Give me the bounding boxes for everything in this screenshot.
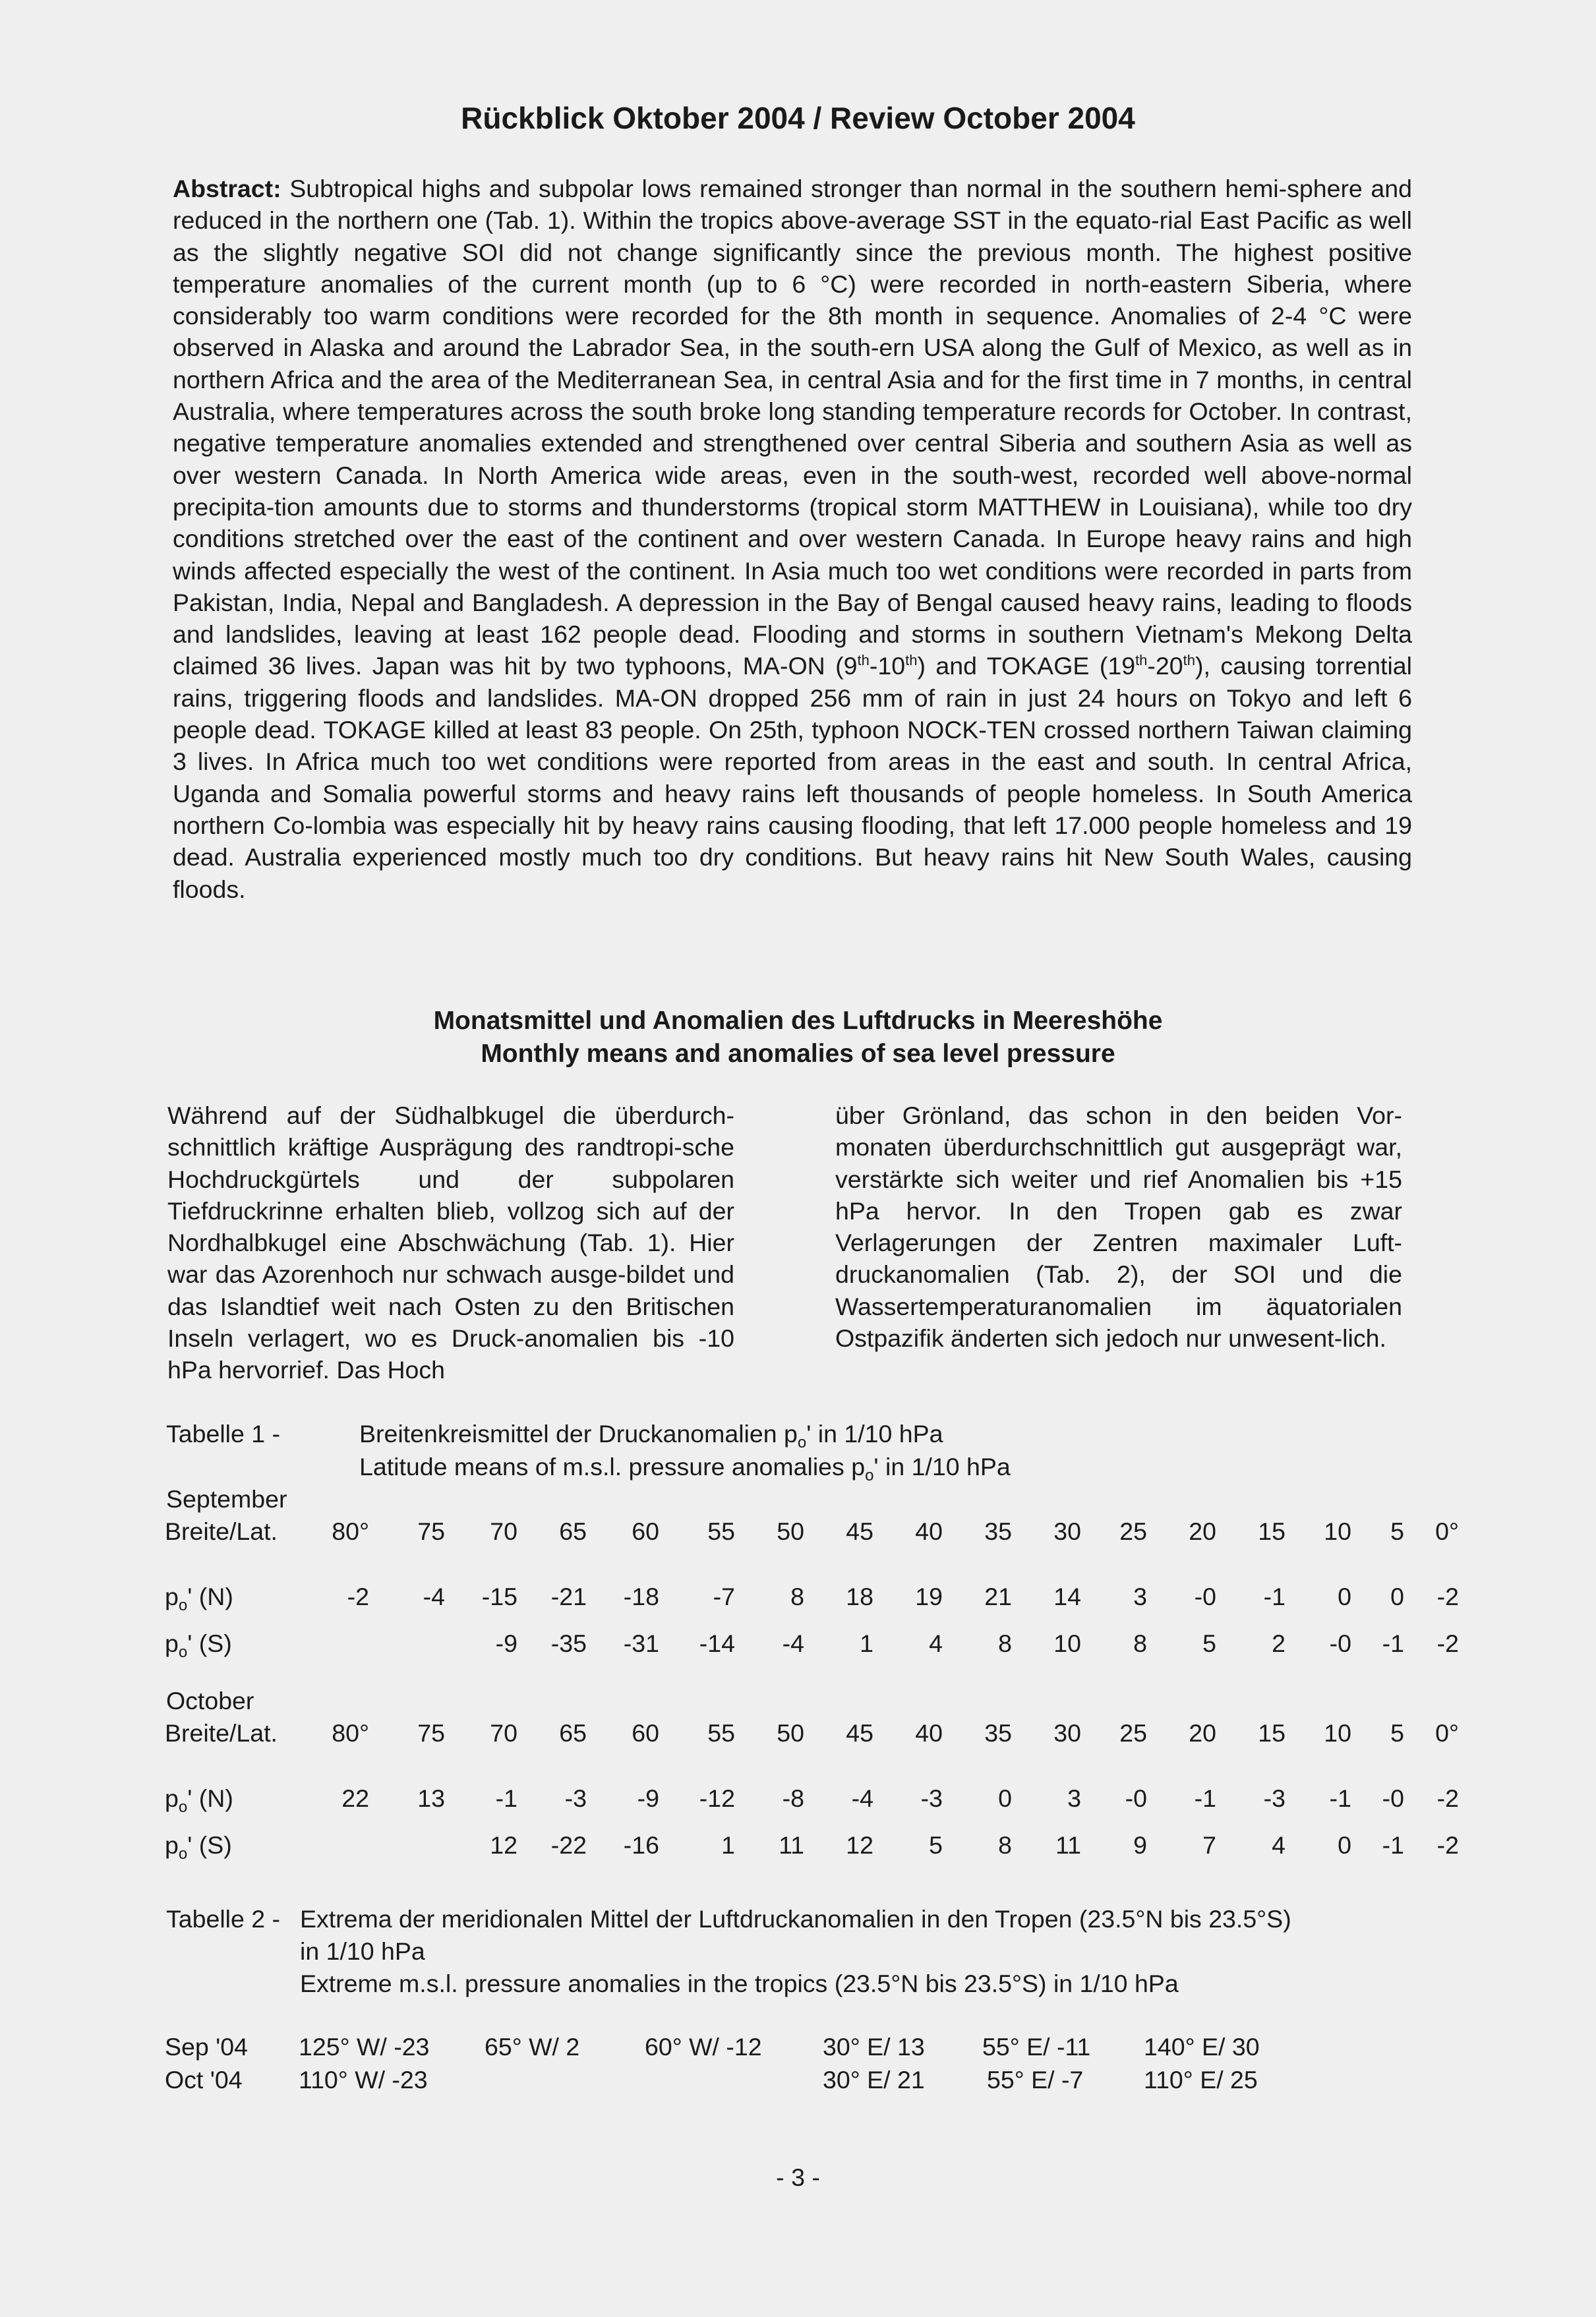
table2-cell: 60° W/ -12 (645, 2033, 762, 2061)
subscript: o (178, 1845, 188, 1863)
value-cell: -0 (1194, 1583, 1216, 1610)
abstract-text: -20 (1147, 652, 1183, 680)
value-cell: 4 (1272, 1831, 1286, 1859)
lat-cell: 40 (915, 1719, 943, 1747)
value-cell: 12 (846, 1831, 873, 1859)
hemisphere-suffix: ' (S) (187, 1629, 232, 1657)
value-cell: 22 (341, 1784, 369, 1812)
lat-cell: 25 (1119, 1719, 1147, 1747)
table2-month: Sep '04 (165, 2033, 249, 2061)
column-right: über Grönland, das schon in den beiden Vor-monaten überdurchschnittlich gut ausgeprägt war, verstärkte sich weiter und rief Anomalien bis +15 hPa hervor. In den Tropen gab es zwar Verlagerungen der Zentren maximaler Luft-druckanomalien (Tab. 2), der SOI und die Wassertemperaturanomalien im äquatorialen Ostpazifik änderten sich jedoch nur unwesent-lich. (835, 1101, 1402, 1353)
superscript: th (905, 652, 918, 669)
table2-cell: 65° W/ 2 (485, 2033, 580, 2061)
lat-cell: 55 (707, 1719, 735, 1747)
subscript: o (178, 1798, 188, 1816)
lat-cell: 60 (632, 1517, 659, 1545)
value-cell: -1 (1329, 1784, 1351, 1812)
value-cell: -0 (1125, 1784, 1147, 1812)
value-cell: -4 (782, 1629, 804, 1657)
table1-caption-de (359, 1417, 943, 1450)
lat-cell: 30 (1053, 1517, 1081, 1545)
table1-lat-row (165, 1515, 1470, 1548)
p-symbol: p (165, 1831, 179, 1859)
value-cell: -1 (495, 1784, 517, 1812)
value-cell: -2 (1436, 1583, 1459, 1610)
table2-cell: 125° W/ -23 (299, 2033, 430, 2061)
value-cell: -0 (1329, 1629, 1351, 1657)
value-cell: -2 (1436, 1831, 1459, 1859)
abstract-text: ), causing torrential rains, triggering floods and landslides. MA-ON dropped 256 mm of rain in just 24 hours on Tokyo and left 6 people dead. TOKAGE killed at least 83 people. On 25th, typhoon NOCK-TEN crossed northern Taiwan claiming 3 lives. In Africa much too wet conditions were reported from areas in the east and south. In central Africa, Uganda and Somalia powerful storms and heavy rains left thousands of people homeless. In South America northern Co-lombia was especially hit by heavy rains causing flooding, that left 17.000 people homeless and 19 dead. Australia experienced mostly much too dry conditions. But heavy rains hit New South Wales, causing floods. (173, 652, 1412, 903)
value-cell: 21 (984, 1583, 1012, 1610)
value-cell: -22 (550, 1831, 587, 1859)
table2-cell: 30° E/ 21 (823, 2066, 925, 2094)
value-cell: -12 (699, 1784, 735, 1812)
table2-cell: 30° E/ 13 (823, 2033, 925, 2061)
table2-caption-de-1: Extrema der meridionalen Mittel der Luftdruckanomalien in den Tropen (23.5°N bis 23.5°S) (300, 1905, 1291, 1933)
value-cell: 10 (1053, 1629, 1081, 1657)
lat-cell: 5 (1390, 1517, 1404, 1545)
value-cell: -9 (637, 1784, 659, 1812)
value-cell: -16 (623, 1831, 659, 1859)
subscript: o (797, 1434, 807, 1452)
value-cell: 5 (1202, 1629, 1216, 1657)
value-cell: -9 (495, 1629, 517, 1657)
lat-cell: 75 (417, 1719, 445, 1747)
value-cell: -4 (851, 1784, 873, 1812)
value-cell: -31 (623, 1629, 659, 1657)
lat-cell: 50 (777, 1719, 804, 1747)
value-cell: 8 (1133, 1629, 1147, 1657)
value-cell: -4 (423, 1583, 445, 1610)
lat-cell: 70 (490, 1719, 517, 1747)
lat-cell: 0° (1435, 1719, 1459, 1747)
table2-label: Tabelle 2 - (166, 1905, 281, 1933)
lat-cell: 10 (1324, 1517, 1351, 1545)
north-label (165, 1782, 233, 1815)
value-cell: -3 (564, 1784, 587, 1812)
caption-text: ' in 1/10 hPa (806, 1420, 943, 1448)
value-cell: 12 (490, 1831, 517, 1859)
value-cell: 8 (998, 1629, 1012, 1657)
table1-row-south (165, 1627, 1470, 1660)
lat-cell: 35 (984, 1719, 1012, 1747)
value-cell: -3 (920, 1784, 943, 1812)
lat-cell: 50 (777, 1517, 804, 1545)
abstract-text: -10 (869, 652, 906, 680)
abstract-label: Abstract: (173, 175, 281, 202)
value-cell: -21 (550, 1583, 587, 1610)
lat-label: Breite/Lat. (165, 1517, 278, 1545)
page-number: - 3 - (776, 2163, 820, 2191)
value-cell: 3 (1067, 1784, 1081, 1812)
superscript: th (1183, 652, 1195, 669)
value-cell: 0 (1338, 1831, 1351, 1859)
south-label (165, 1627, 232, 1660)
lat-cell: 30 (1053, 1719, 1081, 1747)
abstract-paragraph (173, 173, 1412, 905)
section-heading-en: Monthly means and anomalies of sea level pressure (481, 1040, 1115, 1068)
lat-cell: 15 (1258, 1517, 1286, 1545)
value-cell: 11 (779, 1831, 804, 1859)
table1-row-south (165, 1829, 1470, 1862)
subscript: o (178, 1643, 188, 1661)
table1-month-label: October (166, 1687, 254, 1715)
table2-cell: 110° W/ -23 (299, 2066, 428, 2094)
value-cell: 3 (1133, 1583, 1147, 1610)
p-symbol: p (165, 1583, 179, 1610)
north-label (165, 1580, 233, 1613)
lat-cell: 25 (1119, 1517, 1147, 1545)
lat-cell: 10 (1324, 1719, 1351, 1747)
superscript: th (1135, 652, 1148, 669)
lat-cell: 40 (915, 1517, 943, 1545)
subscript: o (178, 1597, 188, 1614)
value-cell: 5 (929, 1831, 943, 1859)
section-heading (0, 1005, 1596, 1071)
lat-cell: 45 (846, 1517, 873, 1545)
south-label (165, 1829, 232, 1862)
value-cell: 0 (1338, 1583, 1351, 1610)
table1-caption-en (359, 1450, 1011, 1483)
value-cell: 13 (417, 1784, 445, 1812)
caption-text: Latitude means of m.s.l. pressure anomalies p (359, 1453, 866, 1481)
lat-label: Breite/Lat. (165, 1719, 278, 1747)
table2-caption-en: Extreme m.s.l. pressure anomalies in the tropics (23.5°N bis 23.5°S) in 1/10 hPa (300, 1970, 1179, 1997)
p-symbol: p (165, 1784, 179, 1812)
lat-cell: 80° (332, 1517, 369, 1545)
section-heading-de: Monatsmittel und Anomalien des Luftdrucks in Meereshöhe (433, 1007, 1163, 1035)
table1-row-north (165, 1782, 1470, 1815)
value-cell: 7 (1202, 1831, 1216, 1859)
table2-cell: 55° E/ -7 (987, 2066, 1084, 2094)
value-cell: -3 (1263, 1784, 1286, 1812)
value-cell: 18 (846, 1583, 873, 1610)
lat-cell: 55 (707, 1517, 735, 1545)
table2-cell: 110° E/ 25 (1144, 2066, 1258, 2094)
value-cell: 11 (1055, 1831, 1081, 1859)
value-cell: 19 (915, 1583, 943, 1610)
subscript: o (865, 1467, 874, 1484)
value-cell: 4 (929, 1629, 943, 1657)
value-cell: -14 (699, 1629, 735, 1657)
value-cell: -1 (1382, 1629, 1404, 1657)
value-cell: 8 (790, 1583, 804, 1610)
value-cell: -1 (1263, 1583, 1286, 1610)
table2-cell: 55° E/ -11 (982, 2033, 1091, 2061)
value-cell: -2 (347, 1583, 369, 1610)
superscript: th (857, 652, 870, 669)
lat-cell: 45 (846, 1719, 873, 1747)
value-cell: -2 (1436, 1629, 1459, 1657)
page-title: Rückblick Oktober 2004 / Review October 2004 (461, 101, 1135, 135)
lat-cell: 70 (490, 1517, 517, 1545)
table2-cell: 140° E/ 30 (1144, 2033, 1260, 2061)
lat-cell: 65 (559, 1517, 587, 1545)
table2-caption-de-2: in 1/10 hPa (300, 1937, 425, 1965)
lat-cell: 35 (984, 1517, 1012, 1545)
table2-month: Oct '04 (165, 2066, 243, 2094)
value-cell: -1 (1382, 1831, 1404, 1859)
lat-cell: 75 (417, 1517, 445, 1545)
value-cell: -7 (713, 1583, 735, 1610)
table1-row-north (165, 1580, 1470, 1613)
caption-text: Breitenkreismittel der Druckanomalien p (359, 1420, 798, 1448)
value-cell: 1 (860, 1629, 873, 1657)
hemisphere-suffix: ' (N) (187, 1583, 233, 1610)
hemisphere-suffix: ' (S) (187, 1831, 232, 1859)
table1-label: Tabelle 1 - (166, 1420, 281, 1448)
value-cell: -35 (550, 1629, 587, 1657)
value-cell: 0 (1390, 1583, 1404, 1610)
abstract-text: ) and TOKAGE (19 (917, 652, 1136, 680)
value-cell: -2 (1436, 1784, 1459, 1812)
value-cell: -18 (623, 1583, 659, 1610)
value-cell: 2 (1272, 1629, 1286, 1657)
value-cell: 9 (1133, 1831, 1147, 1859)
value-cell: 0 (998, 1784, 1012, 1812)
value-cell: 14 (1053, 1583, 1081, 1610)
abstract-text: Subtropical highs and subpolar lows remained stronger than normal in the southern hemi-sphere and reduced in the northern one (Tab. 1). Within the tropics above-average SST in the equato-rial East Pacific as well as the slightly negative SOI did not change significantly since the previous month. The highest positive temperature anomalies of the current month (up to 6 °C) were recorded in north-eastern Siberia, where considerably too warm conditions were recorded for the 8th month in sequence. Anomalies of 2-4 °C were observed in Alaska and around the Labrador Sea, in the south-ern USA along the Gulf of Mexico, as well as in northern Africa and the area of the Mediterranean Sea, in central Asia and for the first time in 7 months, in central Australia, where temperatures across the south broke long standing temperature records for October. In contrast, negative temperature anomalies extended and strengthened over central Siberia and southern Asia as well as over western Canada. In North America wide areas, even in the south-west, recorded well above-normal precipita-tion amounts due to storms and thunderstorms (tropical storm MATTHEW in Louisiana), while too dry conditions stretched over the east of the continent and over western Canada. In Europe heavy rains and high winds affected especially the west of the continent. In Asia much too wet conditions were recorded in parts from Pakistan, India, Nepal and Bangladesh. A depression in the Bay of Bengal caused heavy rains, leading to floods and landslides, leaving at least 162 people dead. Flooding and storms in southern Vietnam's Mekong Delta claimed 36 lives. Japan was hit by two typhoons, MA-ON (9 (173, 175, 1412, 680)
lat-cell: 5 (1390, 1719, 1404, 1747)
lat-cell: 15 (1258, 1719, 1286, 1747)
lat-cell: 80° (332, 1719, 369, 1747)
value-cell: 1 (721, 1831, 735, 1859)
value-cell: -0 (1382, 1784, 1404, 1812)
lat-cell: 20 (1189, 1719, 1216, 1747)
lat-cell: 20 (1189, 1517, 1216, 1545)
table1-lat-row (165, 1716, 1470, 1749)
column-left: Während auf der Südhalbkugel die überdurch-schnittlich kräftige Ausprägung des randtropi-sche Hochdruckgürtels und der subpolaren Tiefdruckrinne erhalten blieb, vollzog sich auf der Nordhalbkugel eine Abschwächung (Tab. 1). Hier war das Azorenhoch nur schwach ausge-bildet und das Islandtief weit nach Osten zu den Britischen Inseln verlagert, wo es Druck-anomalien bis -10 hPa hervorrief. Das Hoch (167, 1101, 734, 1384)
caption-text: ' in 1/10 hPa (873, 1453, 1011, 1481)
lat-cell: 0° (1435, 1517, 1459, 1545)
value-cell: -15 (481, 1583, 517, 1610)
table1-month-label: September (166, 1485, 287, 1513)
lat-cell: 65 (559, 1719, 587, 1747)
lat-cell: 60 (632, 1719, 659, 1747)
value-cell: 8 (998, 1831, 1012, 1859)
value-cell: -8 (782, 1784, 804, 1812)
p-symbol: p (165, 1629, 179, 1657)
value-cell: -1 (1194, 1784, 1216, 1812)
hemisphere-suffix: ' (N) (187, 1784, 233, 1812)
